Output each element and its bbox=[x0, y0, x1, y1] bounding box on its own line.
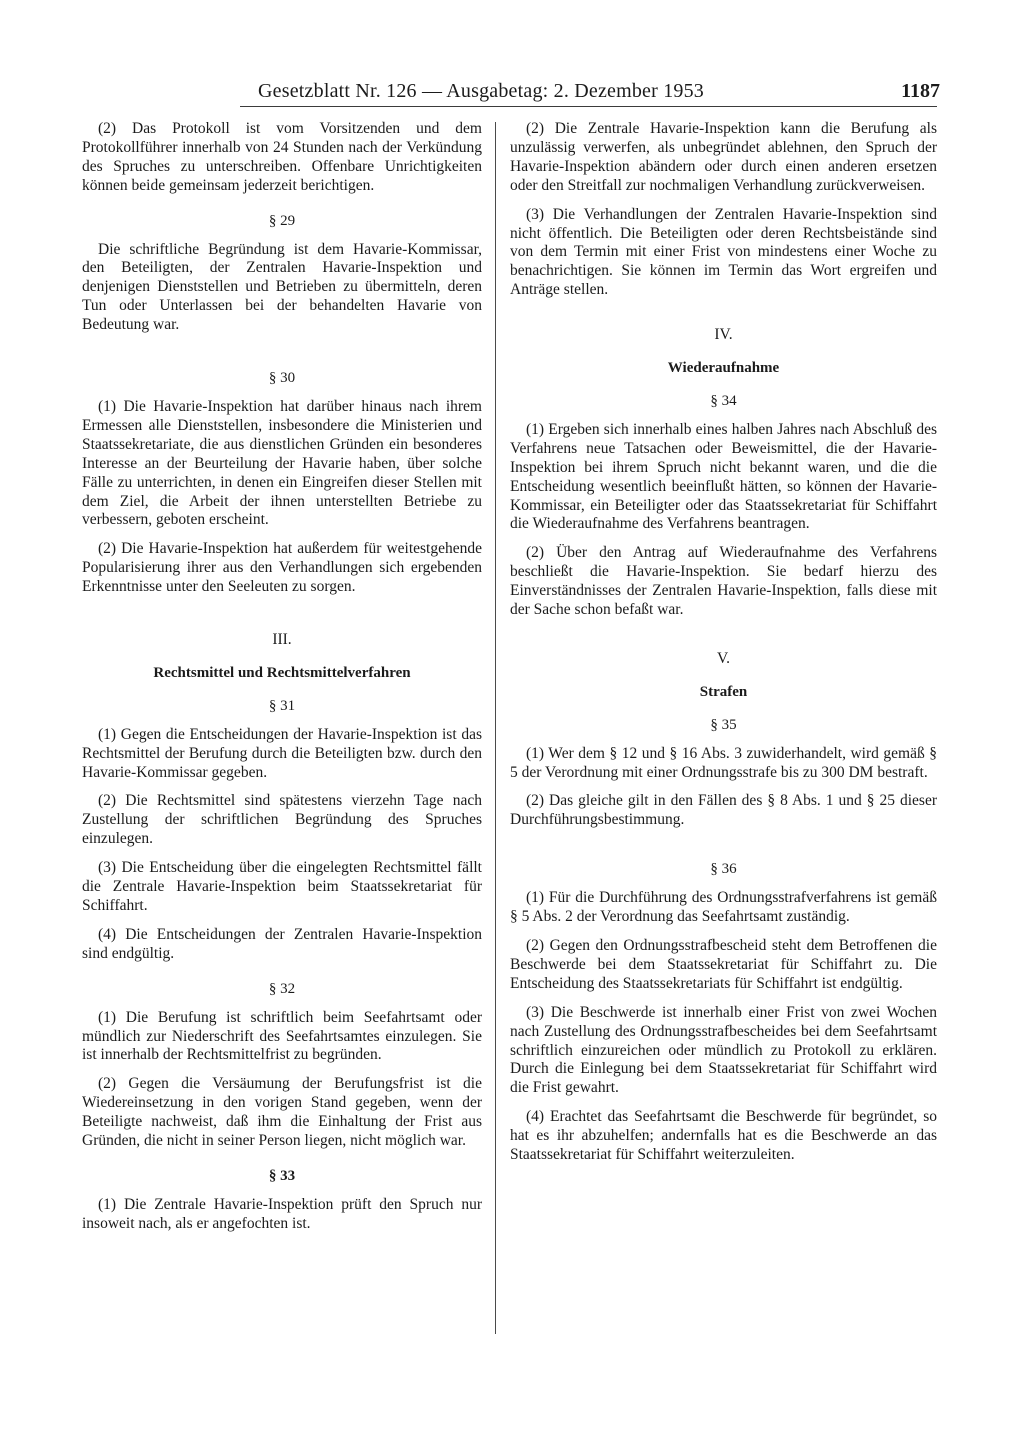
header-rule bbox=[240, 106, 937, 107]
right-column bbox=[510, 120, 937, 1175]
paragraph: (2) Das gleiche gilt in den Fällen des § 8 Abs. 1 und § 25 dieser Durchführungsbestimmung. bbox=[510, 792, 937, 829]
paragraph: (2) Gegen den Ordnungsstrafbescheid steht dem Betroffenen die Beschwerde bei dem Staatssekretariat für Schiffahrt zu. Die Entscheidung des Staatssekretariats für Schiffahrt ist endgültig. bbox=[510, 937, 937, 992]
column-divider bbox=[495, 122, 496, 1334]
section-heading: § 32 bbox=[268, 980, 296, 997]
section-heading: § 33 bbox=[268, 1167, 296, 1184]
paragraph: (2) Die Rechtsmittel sind spätestens vierzehn Tage nach Zustellung der schriftlichen Begründung des Spruches einzulegen. bbox=[82, 792, 482, 848]
section-heading: § 34 bbox=[710, 392, 737, 409]
header-title: Gesetzblatt Nr. 126 — Ausgabetag: 2. Dezember 1953 bbox=[258, 80, 704, 102]
section-heading: § 31 bbox=[268, 697, 296, 714]
paragraph: (1) Die Havarie-Inspektion hat darüber hinaus nach ihrem Ermessen alle Dienststellen, insbesondere die Ministerien und Staatssekretariate, die aus dienstlichen Gründen ein besonderes Interesse an der Beurteilung der Havarie haben, über solche Fälle zu unterrichten, in denen ein Eingreifen dieser Stellen mit dem Ziel, die Arbeit der ihnen unterstellten Betriebe zu verbessern, geboten erscheint. bbox=[82, 397, 482, 529]
chapter-number: IV. bbox=[714, 326, 733, 344]
paragraph: (4) Erachtet das Seefahrtsamt die Beschwerde für begründet, so hat es ihr abzuhelfen; andernfalls hat es die Beschwerde an das Staatssekretariat für Schiffahrt weiterzuleiten. bbox=[510, 1108, 937, 1164]
section-heading: § 35 bbox=[710, 716, 737, 733]
paragraph: Die schriftliche Begründung ist dem Havarie-Kommissar, den Beteiligten, der Zentralen Havarie-Inspektion und denjenigen Dienststellen und Betrieben zu übermitteln, deren Tun oder Unterlassen bei der behandelten Havarie von Bedeutung war. bbox=[82, 240, 482, 334]
chapter-number: III. bbox=[272, 631, 292, 649]
section-heading: § 30 bbox=[268, 370, 296, 387]
left-column bbox=[82, 120, 482, 1244]
paragraph: (2) Das Protokoll ist vom Vorsitzenden und dem Protokollführer innerhalb von 24 Stunden nach der Verkündung des Spruches zu unterschreiben. Offenbare Unrichtigkeiten können beide gemeinsam jederzeit berichtigen. bbox=[82, 120, 482, 194]
paragraph: (1) Für die Durchführung des Ordnungsstrafverfahrens ist gemäß § 5 Abs. 2 der Verordnung das Seefahrtsamt zuständig. bbox=[510, 889, 937, 926]
paragraph: (2) Gegen die Versäumung der Berufungsfrist ist die Wiedereinsetzung in den vorigen Stand gegeben, wenn der Beteiligte nachweist, daß ihm die Einhaltung der Frist aus Gründen, die nicht in seiner Person liegen, nicht möglich war. bbox=[82, 1075, 482, 1150]
paragraph: (1) Die Berufung ist schriftlich beim Seefahrtsamt oder mündlich zur Niederschrift des Seefahrtsamtes einzulegen. Sie ist innerhalb der Rechtsmittelfrist zu begründen. bbox=[82, 1008, 482, 1064]
paragraph: (3) Die Beschwerde ist innerhalb einer Frist von zwei Wochen nach Zustellung des Ordnungsstrafbescheides bei dem Seefahrtsamt schriftlich einzureichen oder mündlich zu Protokoll zu erklären. Durch die Einlegung bei dem Staatssekretariat für Schiffahrt wird die Frist gewahrt. bbox=[510, 1003, 937, 1097]
chapter-number: V. bbox=[716, 649, 731, 667]
paragraph: (1) Die Zentrale Havarie-Inspektion prüft den Spruch nur insoweit nach, als er angefochten ist. bbox=[82, 1195, 482, 1232]
chapter-title: Rechtsmittel und Rechtsmittelverfahren bbox=[153, 664, 411, 681]
paragraph: (1) Gegen die Entscheidungen der Havarie-Inspektion ist das Rechtsmittel der Berufung durch die Beteiligten bzw. durch den Havarie-Kommissar gegeben. bbox=[82, 725, 482, 781]
section-heading: § 29 bbox=[268, 212, 296, 229]
page-header bbox=[240, 80, 940, 108]
paragraph: (1) Wer dem § 12 und § 16 Abs. 3 zuwiderhandelt, wird gemäß § 5 der Verordnung mit einer Ordnungsstrafe bis zu 300 DM bestraft. bbox=[510, 744, 937, 781]
paragraph: (1) Ergeben sich innerhalb eines halben Jahres nach Abschluß des Verfahrens neue Tatsachen oder Beweismittel, die der Havarie-Inspektion bei ihrem Spruch nicht bekannt waren, und die die Entscheidung wesentlich beeinflußt hätten, so können der Havarie-Kommissar, ein Beteiligter oder das Staatssekretariat für Schiffahrt die Wiederaufnahme des Verfahrens beantragen. bbox=[510, 420, 937, 533]
chapter-title: Wiederaufnahme bbox=[667, 360, 780, 377]
paragraph: (3) Die Verhandlungen der Zentralen Havarie-Inspektion sind nicht öffentlich. Die Beteiligten oder deren Rechtsbeistände sind von dem Termin mit einer Frist von mindestens einer Woche zu benachrichtigen. Sie können im Termin das Wort ergreifen und Anträge stellen. bbox=[510, 205, 937, 299]
section-heading: § 36 bbox=[710, 861, 737, 878]
paragraph: (3) Die Entscheidung über die eingelegten Rechtsmittel fällt die Zentrale Havarie-Inspektion beim Staatssekretariat für Schiffahrt. bbox=[82, 859, 482, 914]
page-number: 1187 bbox=[901, 80, 940, 102]
paragraph: (2) Über den Antrag auf Wiederaufnahme des Verfahrens beschließt die Havarie-Inspektion. Sie bedarf hierzu des Einverständnisses der Zentralen Havarie-Inspektion, falls diese mit der Sache schon befaßt war. bbox=[510, 544, 937, 619]
paragraph: (2) Die Zentrale Havarie-Inspektion kann die Berufung als unzulässig verwerfen, als unbegründet ablehnen, den Spruch der Havarie-Inspektion abändern oder durch einen anderen ersetzen oder den Streitfall zur nochmaligen Verhandlung zurückverweisen. bbox=[510, 120, 937, 194]
paragraph: (2) Die Havarie-Inspektion hat außerdem für weitestgehende Popularisierung ihrer aus den Verhandlungen sich ergebenden Erkenntnisse unter den Seeleuten zu sorgen. bbox=[82, 540, 482, 596]
chapter-title: Strafen bbox=[699, 683, 748, 700]
paragraph: (4) Die Entscheidungen der Zentralen Havarie-Inspektion sind endgültig. bbox=[82, 925, 482, 962]
